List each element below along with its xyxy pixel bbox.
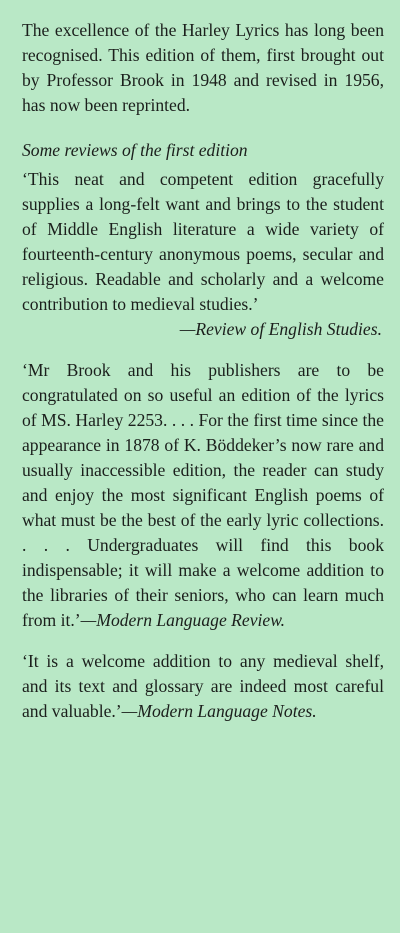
review-1: [22, 167, 384, 342]
reviews-heading: Some reviews of the first edition: [22, 140, 248, 160]
review-2-text: [22, 358, 384, 633]
review-1-source: —Review of English Studies.: [179, 319, 382, 339]
review-2-quote: ‘Mr Brook and his publishers are to be congratulated on so useful an edition of the lyrics of MS. Harley 2253. . . . For the first time since the appearance in 1878 of K. Böddeker’s now rare and usually inaccessible edition, the reader can study and enjoy the most significant English poems of what must be the best of the early lyric collections. . . . Undergraduates will find this book indispensable; it will make a welcome addition to the libraries of their seniors, who can learn much from it.’: [22, 360, 384, 630]
review-3-text: [22, 649, 384, 724]
intro-paragraph: The excellence of the Harley Lyrics has long been recognised. This edition of them, first brought out by Professor Brook in 1948 and revised in 1956, has now been reprinted.: [22, 20, 384, 115]
review-3-quote: ‘It is a welcome addition to any medieval shelf, and its text and glossary are indeed most careful and valuable.’: [22, 651, 384, 721]
review-2-source: —Modern Language Review.: [80, 610, 286, 630]
review-3: [22, 649, 384, 724]
review-3-source: —Modern Language Notes.: [121, 701, 317, 721]
review-1-quote: ‘This neat and competent edition gracefully supplies a long-felt want and brings to the student of Middle English literature a wide variety of fourteenth-century anonymous poems, secular and religious. Readable and scholarly and a welcome contribution to medieval studies.’: [22, 169, 384, 314]
review-2: [22, 358, 384, 633]
